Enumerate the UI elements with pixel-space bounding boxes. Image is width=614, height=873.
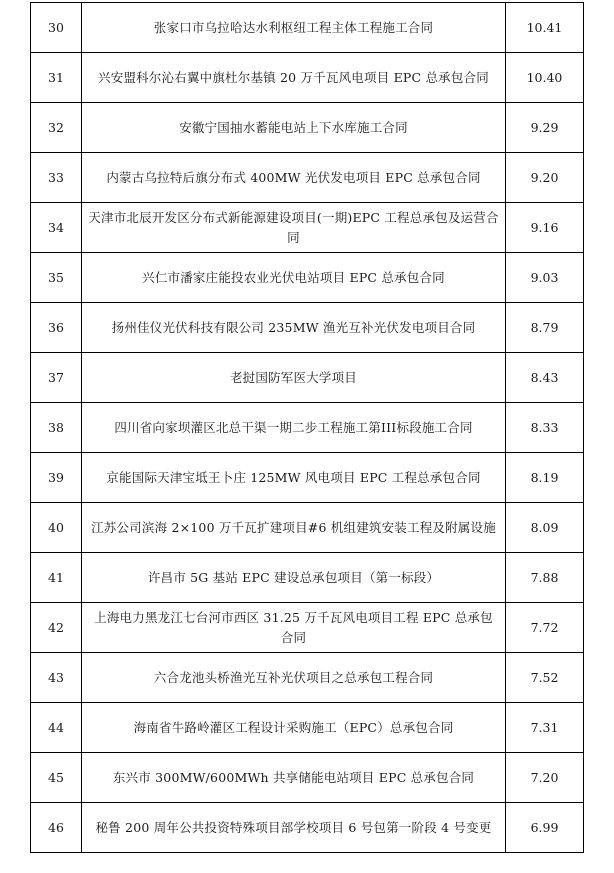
row-number: 36 (31, 303, 82, 353)
contract-amount: 8.33 (506, 403, 584, 453)
table-row (31, 3, 584, 53)
contract-name: 兴安盟科尔沁右翼中旗杜尔基镇 20 万千瓦风电项目 EPC 总承包合同 (82, 53, 506, 103)
row-number: 30 (31, 3, 82, 53)
contract-amount: 9.20 (506, 153, 584, 203)
table-row (31, 603, 584, 653)
table-row (31, 503, 584, 553)
contract-name: 内蒙古乌拉特后旗分布式 400MW 光伏发电项目 EPC 总承包合同 (82, 153, 506, 203)
row-number: 46 (31, 803, 82, 853)
row-number: 40 (31, 503, 82, 553)
contract-name: 天津市北辰开发区分布式新能源建设项目(一期)EPC 工程总承包及运营合同 (82, 203, 506, 253)
table-row (31, 403, 584, 453)
contract-amount: 8.79 (506, 303, 584, 353)
contract-name: 江苏公司滨海 2×100 万千瓦扩建项目#6 机组建筑安装工程及附属设施 (82, 503, 506, 553)
contract-amount: 7.52 (506, 653, 584, 703)
row-number: 39 (31, 453, 82, 503)
contract-name: 秘鲁 200 周年公共投资特殊项目部学校项目 6 号包第一阶段 4 号变更 (82, 803, 506, 853)
table-row (31, 753, 584, 803)
row-number: 34 (31, 203, 82, 253)
row-number: 42 (31, 603, 82, 653)
contract-amount: 9.29 (506, 103, 584, 153)
contract-name: 京能国际天津宝坻王卜庄 125MW 风电项目 EPC 工程总承包合同 (82, 453, 506, 503)
contract-amount: 9.03 (506, 253, 584, 303)
row-number: 32 (31, 103, 82, 153)
contracts-table-body (31, 3, 584, 853)
contract-name: 老挝国防军医大学项目 (82, 353, 506, 403)
table-row (31, 253, 584, 303)
contract-name: 四川省向家坝灌区北总干渠一期二步工程施工第III标段施工合同 (82, 403, 506, 453)
row-number: 35 (31, 253, 82, 303)
contract-amount: 10.41 (506, 3, 584, 53)
contract-name: 海南省牛路岭灌区工程设计采购施工（EPC）总承包合同 (82, 703, 506, 753)
table-row (31, 203, 584, 253)
contract-name: 东兴市 300MW/600MWh 共享储能电站项目 EPC 总承包合同 (82, 753, 506, 803)
contract-amount: 7.72 (506, 603, 584, 653)
row-number: 43 (31, 653, 82, 703)
contract-amount: 10.40 (506, 53, 584, 103)
contract-amount: 7.20 (506, 753, 584, 803)
row-number: 31 (31, 53, 82, 103)
row-number: 33 (31, 153, 82, 203)
contract-name: 扬州佳仪光伏科技有限公司 235MW 渔光互补光伏发电项目合同 (82, 303, 506, 353)
contract-amount: 8.43 (506, 353, 584, 403)
table-row (31, 553, 584, 603)
row-number: 45 (31, 753, 82, 803)
contract-name: 安徽宁国抽水蓄能电站上下水库施工合同 (82, 103, 506, 153)
contracts-table (30, 2, 584, 853)
table-row (31, 303, 584, 353)
contract-amount: 9.16 (506, 203, 584, 253)
table-row (31, 153, 584, 203)
table-row (31, 803, 584, 853)
contract-name: 许昌市 5G 基站 EPC 建设总承包项目（第一标段） (82, 553, 506, 603)
contract-name: 上海电力黑龙江七台河市西区 31.25 万千瓦风电项目工程 EPC 总承包合同 (82, 603, 506, 653)
contract-amount: 7.31 (506, 703, 584, 753)
row-number: 38 (31, 403, 82, 453)
row-number: 41 (31, 553, 82, 603)
table-row (31, 353, 584, 403)
contract-name: 兴仁市潘家庄能投农业光伏电站项目 EPC 总承包合同 (82, 253, 506, 303)
contract-name: 六合龙池头桥渔光互补光伏项目之总承包工程合同 (82, 653, 506, 703)
contract-amount: 7.88 (506, 553, 584, 603)
contract-amount: 8.09 (506, 503, 584, 553)
table-row (31, 453, 584, 503)
table-row (31, 53, 584, 103)
row-number: 37 (31, 353, 82, 403)
table-row (31, 653, 584, 703)
contract-amount: 6.99 (506, 803, 584, 853)
table-row (31, 703, 584, 753)
contract-name: 张家口市乌拉哈达水利枢纽工程主体工程施工合同 (82, 3, 506, 53)
table-row (31, 103, 584, 153)
row-number: 44 (31, 703, 82, 753)
contract-amount: 8.19 (506, 453, 584, 503)
